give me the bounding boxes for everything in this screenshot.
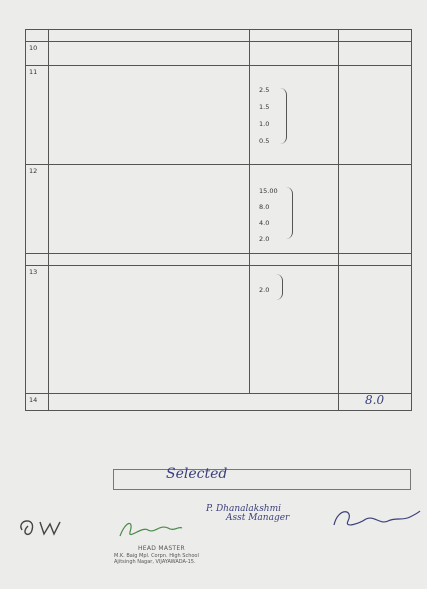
pd-signature-icon: [14, 512, 74, 542]
row-marks-details: [250, 266, 339, 394]
headmaster-stamp: HEAD MASTER M.K. Baig Mpl. Corpn. High School Ajitsingh Nagar, VIJAYAWADA-15.: [114, 545, 199, 565]
row-marks-awarded: [339, 42, 412, 66]
row-marks-awarded: [339, 66, 412, 165]
row-number: 14: [26, 394, 49, 411]
row-marks-details: [250, 66, 339, 165]
table-row: [26, 42, 412, 66]
result-box: [113, 466, 411, 490]
row-activity: [49, 254, 250, 266]
table-header-row: [26, 30, 412, 42]
row-marks-awarded: [339, 254, 412, 266]
row-activity: [49, 42, 250, 66]
handwritten-score: 8.0: [365, 393, 385, 407]
row-activity: [49, 165, 250, 254]
row-number: 12: [26, 165, 49, 254]
row-number: [26, 254, 49, 266]
header-serial-number: [26, 30, 49, 42]
row-activity: [49, 66, 250, 165]
marks-value: 1.0: [259, 120, 270, 129]
handwritten-result: Selected: [166, 466, 228, 482]
row-number: 11: [26, 66, 49, 165]
row-marks-details: [250, 165, 339, 254]
row-activity: [49, 266, 250, 394]
marks-value: 2.0: [259, 286, 270, 294]
header-marks-details: [250, 30, 339, 42]
row-marks-awarded: [339, 394, 412, 411]
brace-icon: [276, 274, 283, 300]
pcc-signature-icon: [116, 516, 186, 544]
header-activity: [49, 30, 250, 42]
row-marks-details: [250, 42, 339, 66]
row-marks-awarded: [339, 266, 412, 394]
table-row: [26, 66, 412, 165]
row-marks-awarded: [339, 165, 412, 254]
handwritten-signature: P. Dhanalakshmi Asst Manager: [206, 504, 290, 524]
marks-value: 2.5: [259, 86, 270, 94]
marks-value: 4.0: [259, 219, 270, 228]
brace-icon: [280, 88, 287, 144]
marks-value: 1.5: [259, 103, 270, 112]
row-number: 13: [26, 266, 49, 394]
table-row: [26, 394, 412, 411]
table-subheader-row: [26, 254, 412, 266]
right-signature-icon: [330, 503, 422, 533]
header-marks-awarded: [339, 30, 412, 42]
marks-value: 15.00: [259, 187, 278, 195]
marks-value: 0.5: [259, 137, 270, 146]
table-row: [26, 266, 412, 394]
marks-value: 8.0: [259, 203, 270, 212]
row-number: 10: [26, 42, 49, 66]
marks-value: 2.0: [259, 235, 270, 244]
evaluation-table: [25, 29, 412, 411]
row-activity: [49, 394, 339, 411]
table-row: [26, 165, 412, 254]
marks-subheader: [250, 254, 339, 266]
brace-icon: [286, 187, 293, 239]
